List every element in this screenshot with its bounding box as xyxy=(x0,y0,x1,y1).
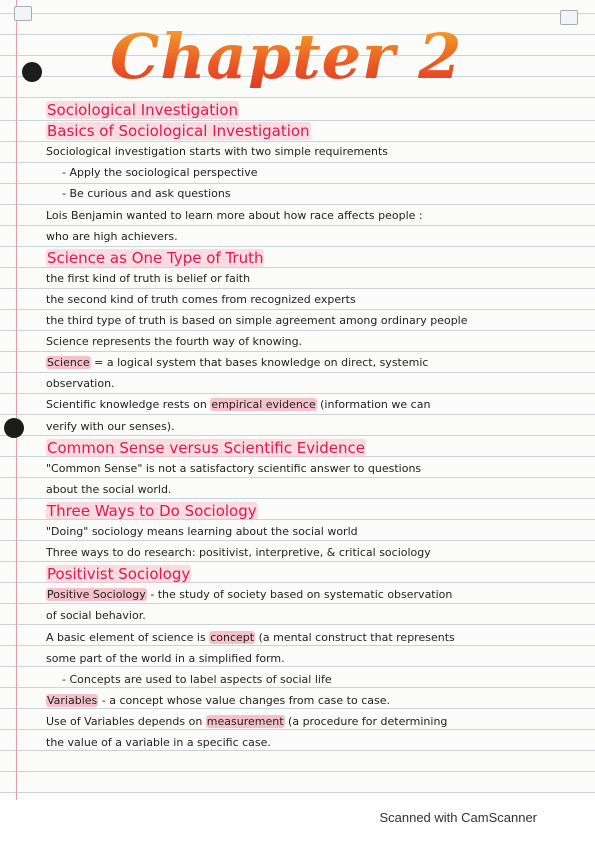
note-line xyxy=(46,395,577,415)
note-line: - Concepts are used to label aspects of social life xyxy=(62,672,332,686)
note-line: of social behavior. xyxy=(46,609,146,623)
note-text: - the study of society based on systematic observation xyxy=(146,588,453,602)
heading-text: Sociological Investigation xyxy=(47,101,239,119)
highlighted-term: concept xyxy=(210,630,255,644)
note-line xyxy=(46,691,577,711)
note-line xyxy=(46,628,577,648)
note-line: Sociological investigation starts with two simple requirements xyxy=(46,145,389,159)
section-heading xyxy=(46,248,577,268)
note-line: who are high achievers. xyxy=(46,229,178,243)
highlighted-term: measurement xyxy=(206,714,284,728)
highlighted-term: empirical evidence xyxy=(211,398,316,412)
highlighted-term: Variables xyxy=(47,693,98,707)
heading-text: Science as One Type of Truth xyxy=(47,248,264,267)
note-text: Use of Variables depends on xyxy=(46,714,206,728)
chapter-title: Chapter 2 xyxy=(110,20,463,93)
note-text: (information we can xyxy=(316,398,431,412)
heading-text: Three Ways to Do Sociology xyxy=(47,501,257,520)
note-text: = a logical system that bases knowledge on direct, systemic xyxy=(90,356,429,370)
section-heading xyxy=(46,501,577,521)
section-heading xyxy=(46,564,577,584)
note-line: "Common Sense" is not a satisfactory scientific answer to questions xyxy=(46,461,422,475)
section-heading xyxy=(46,121,577,141)
note-text: (a procedure for determining xyxy=(284,714,448,728)
note-text: Scientific knowledge rests on xyxy=(46,398,211,412)
note-text: A basic element of science is xyxy=(46,630,210,644)
note-line: observation. xyxy=(46,377,115,391)
note-line: Three ways to do research: positivist, interpretive, & critical sociology xyxy=(46,546,431,560)
heading-text: Common Sense versus Scientific Evidence xyxy=(47,438,366,457)
note-text: (a mental construct that represents xyxy=(255,630,455,644)
note-line: Science represents the fourth way of knowing. xyxy=(46,335,303,349)
scanner-footer: Scanned with CamScanner xyxy=(379,810,537,825)
note-line: about the social world. xyxy=(46,482,172,496)
note-line xyxy=(46,712,577,732)
note-line: - Apply the sociological perspective xyxy=(62,166,258,180)
heading-text: Basics of Sociological Investigation xyxy=(47,122,310,141)
note-line: Lois Benjamin wanted to learn more about how race affects people : xyxy=(46,208,423,222)
section-heading xyxy=(46,100,577,120)
note-line: verify with our senses). xyxy=(46,419,175,433)
note-line: the third type of truth is based on simple agreement among ordinary people xyxy=(46,314,468,327)
note-line xyxy=(46,353,577,373)
note-line: "Doing" sociology means learning about the social world xyxy=(46,525,358,538)
note-line: some part of the world in a simplified form. xyxy=(46,651,285,665)
note-text: - a concept whose value changes from case to case. xyxy=(98,693,390,707)
note-line: - Be curious and ask questions xyxy=(62,187,231,201)
highlighted-term: Positive Sociology xyxy=(47,588,146,602)
note-line: the first kind of truth is belief or faith xyxy=(46,271,251,285)
heading-text: Positivist Sociology xyxy=(47,565,191,584)
section-heading xyxy=(46,438,577,458)
highlighted-term: Science xyxy=(47,356,90,370)
note-line xyxy=(46,585,577,605)
note-line: the value of a variable in a specific case. xyxy=(46,736,271,749)
note-line: the second kind of truth comes from recognized experts xyxy=(46,292,356,306)
